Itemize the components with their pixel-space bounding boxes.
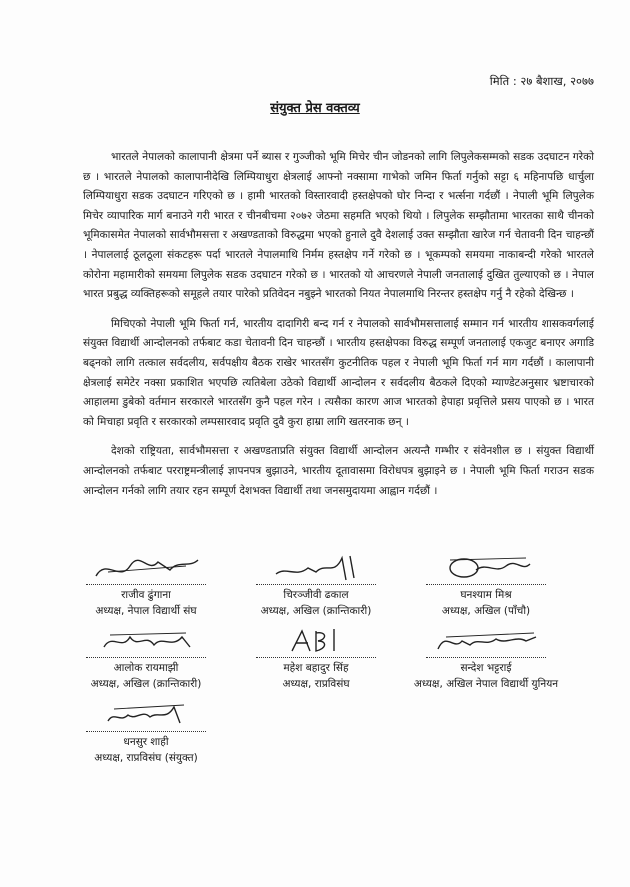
handwritten-signature xyxy=(86,552,206,584)
signatory-name: सन्देश भट्टराई xyxy=(460,662,512,674)
signatory-role: अध्यक्ष, अखिल (पाँचौ) xyxy=(441,605,531,617)
signature-block xyxy=(396,552,576,619)
handwritten-signature xyxy=(86,699,206,731)
paragraph: देशको राष्ट्रियता, सार्वभौमसत्ता र अखण्डताप्रति संयुक्त विद्यार्थी आन्दोलन अत्यन्तै गम्भीर र संवेनशील छ । संयुक्त विद्यार्थी आन्दोलनको तर्फबाट परराष्ट्रमन्त्रीलाई ज्ञापनपत्र बुझाउने, भारतीय दूतावासमा विरोधपत्र बुझाइने छ । नेपाली भूमि फिर्ता गराउन सडक आन्दोलन गर्नको लागि तयार रहन सम्पूर्ण देशभक्त विद्यार्थी तथा जनसमुदायमा आह्वान गर्दछौं । xyxy=(83,445,594,497)
signatory-name: चिरञ्जीवी ढकाल xyxy=(283,589,349,601)
handwritten-signature xyxy=(256,552,376,584)
statement-body xyxy=(83,148,594,511)
handwritten-signature xyxy=(86,625,206,657)
signatory-name: राजीव ढुंगाना xyxy=(121,589,171,601)
signatory-name: महेश बहादुर सिंह xyxy=(283,662,349,674)
handwritten-signature xyxy=(256,625,376,657)
signature-block xyxy=(56,552,236,619)
handwritten-signature xyxy=(426,552,546,584)
handwritten-signature xyxy=(426,625,546,657)
signatory-role: अध्यक्ष, अखिल (क्रान्तिकारी) xyxy=(90,678,202,690)
signatory-role: अध्यक्ष, अखिल नेपाल विद्यार्थी युनियन xyxy=(413,678,559,690)
signature-block xyxy=(56,625,236,692)
signatory-role: अध्यक्ष, नेपाल विद्यार्थी संघ xyxy=(95,605,197,617)
signature-block xyxy=(56,699,236,766)
statement-title: संयुक्त प्रेस वक्तव्य xyxy=(270,101,360,116)
paragraph: मिचिएको नेपाली भूमि फिर्ता गर्न, भारतीय दादागिरी बन्द गर्न र नेपालको सार्वभौमसत्तालाई सम्मान गर्न भारतीय शासकवर्गलाई संयुक्त विद्यार्थी आन्दोलनको तर्फबाट कडा चेतावनी दिन चाहन्छौं । भारतीय हस्तक्षेपका विरुद्ध सम्पूर्ण जनतालाई एकजुट बनाएर अगाडि बढ्नको लागि तत्काल सर्वदलीय, सर्वपक्षीय बैठक राखेर भारतसँग कुटनीतिक पहल र नेपाली भूमि फिर्ता गर्न माग गर्दछौं । कालापानी क्षेत्रलाई समेटेर नक्सा प्रकाशित भएपछि त्यतिबेला उठेको विद्यार्थी आन्दोलन र सर्वदलीय बैठकले दिएको म्याण्डेटअनुसार भ्रष्टाचारको आहालमा डुबेको वर्तमान सरकारले भारतसँग कुनै पहल गरेन । त्यसैका कारण आज भारतको हेपाहा प्रवृत्तिले प्रसय पाएको छ । भारत को मिचाहा प्रवृति र सरकारको लम्पसारवाद प्रवृति दुवै कुरा हाम्रा लागि खतरनाक छन् । xyxy=(83,317,594,428)
signatory-name: आलोक रायमाझी xyxy=(113,662,179,674)
signature-block xyxy=(226,625,406,692)
statement-date: मिति : २७ बैशाख, २०७७ xyxy=(489,74,594,88)
signature-block xyxy=(396,625,576,692)
paragraph: भारतले नेपालको कालापानी क्षेत्रमा पर्ने ब्यास र गुञ्जीको भूमि मिचेर चीन जोडनको लागि लिपुलेकसम्मको सडक उदघाटन गरेको छ । भारतले नेपालको कालापानीदेखि लिम्पियाधुरा क्षेत्रलाई आफ्नो नक्सामा गाभेको जमिन फिर्ता गर्नुको सट्टा ६ महिनापछि धार्चुला लिम्पियाधुरा सडक उदघाटन गरिएको छ । हामी भारतको विस्तारवादी हस्तक्षेपको घोर निन्दा र भर्त्सना गर्दछौं । नेपाली भूमि लिपुलेक मिचेर व्यापारिक मार्ग बनाउने गरी भारत र चीनबीचमा २०७२ जेठमा सहमति भएको थियो । लिपुलेक सम्झौतामा भारतका साथै चीनको भूमिकासमेत नेपालको सार्वभौमसत्ता र अखण्डताको विरुद्धमा भएको हुनाले दुवै देशलाई उक्त सम्झौता खारेज गर्न चेतावनी दिन चाहन्छौं । नेपाललाई ठूलठूला संकटहरू पर्दा भारतले नेपालमाथि निर्मम हस्तक्षेप गर्ने गरेको छ । भूकम्पको समयमा नाकाबन्दी गरेको भारतले कोरोना महामारीको समयमा लिपुलेक सडक उदघाटन गरेको छ । भारतको यो आचरणले नेपाली जनतालाई दुखित तुल्याएको छ । नेपाल भारत प्रबुद्ध व्यक्तिहरूको समूहले तयार पारेको प्रतिवेदन नबुझ्ने भारतको नियत नेपालमाथि निरन्तर हस्तक्षेप गर्नु नै रहेको देखिन्छ । xyxy=(83,151,594,301)
signatory-role: अध्यक्ष, राप्रविसंघ (संयुक्त) xyxy=(94,752,198,764)
signatory-role: अध्यक्ष, अखिल (क्रान्तिकारी) xyxy=(260,605,372,617)
signatory-name: धनसुर शाही xyxy=(123,736,169,748)
signature-block xyxy=(226,552,406,619)
signatory-name: घनश्याम मिश्र xyxy=(460,589,512,601)
signatory-role: अध्यक्ष, राप्रविसंघ xyxy=(282,678,350,690)
